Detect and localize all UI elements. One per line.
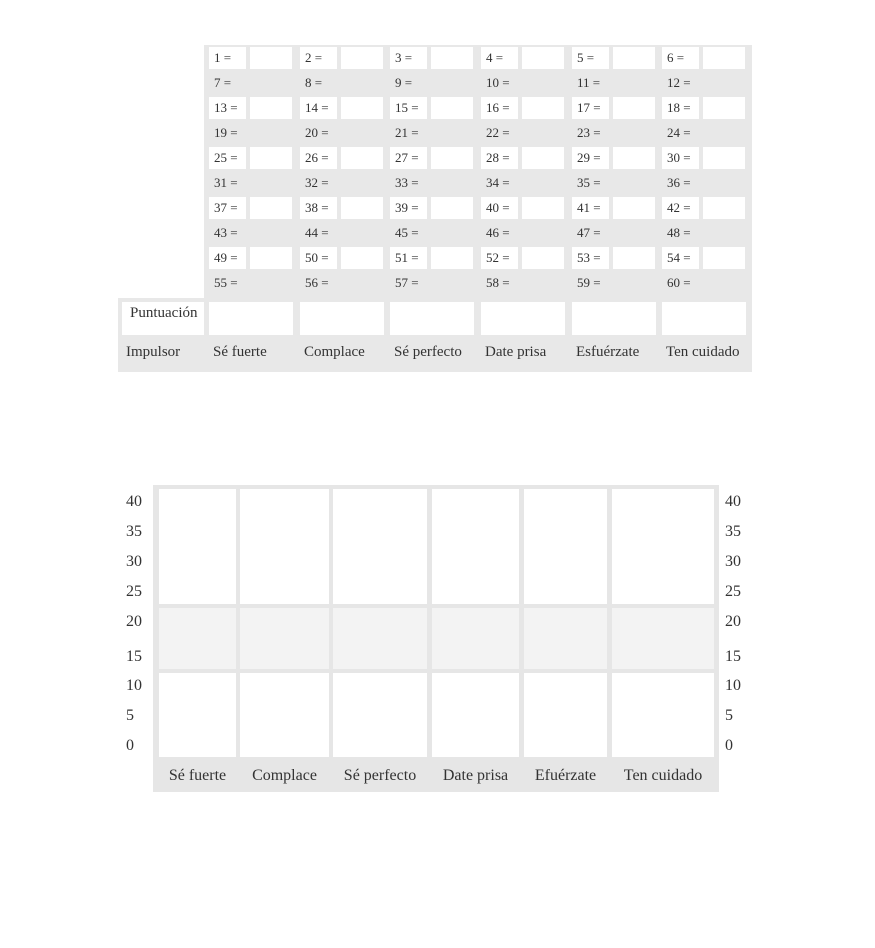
score-total-box[interactable] xyxy=(390,302,474,335)
item-label: 48 = xyxy=(667,225,691,240)
score-total-box[interactable] xyxy=(481,302,565,335)
item-label: 46 = xyxy=(486,225,510,240)
graph-x-label: Sé fuerte xyxy=(168,767,227,784)
graph-cell xyxy=(432,673,519,757)
score-table xyxy=(118,45,752,372)
item-label: 57 = xyxy=(395,275,419,290)
item-label: 9 = xyxy=(395,75,413,90)
graph-y-tick-left: 15 xyxy=(126,648,142,665)
item-answer-box[interactable] xyxy=(703,97,745,119)
item-label: 27 = xyxy=(390,147,427,169)
graph-cell-midband xyxy=(159,608,236,669)
item-answer-box[interactable] xyxy=(250,47,292,69)
item-label: 25 = xyxy=(209,147,246,169)
driver-label: Sé perfecto xyxy=(394,344,462,360)
item-label: 39 = xyxy=(390,197,427,219)
graph-cell xyxy=(240,673,329,757)
item-answer-box[interactable] xyxy=(431,147,473,169)
item-label: 43 = xyxy=(214,225,238,240)
item-label: 58 = xyxy=(486,275,510,290)
item-label: 24 = xyxy=(667,125,691,140)
graph-y-tick-right: 30 xyxy=(725,553,741,570)
item-answer-box[interactable] xyxy=(250,247,292,269)
score-total-box[interactable] xyxy=(300,302,384,335)
item-answer-box[interactable] xyxy=(522,97,564,119)
item-label: 32 = xyxy=(305,175,329,190)
graph-y-tick-left: 25 xyxy=(126,583,142,600)
item-label: 23 = xyxy=(577,125,601,140)
item-answer-box[interactable] xyxy=(613,247,655,269)
graph-y-tick-right: 5 xyxy=(725,707,733,724)
driver-graph xyxy=(153,485,719,792)
item-label: 22 = xyxy=(486,125,510,140)
item-answer-box[interactable] xyxy=(703,197,745,219)
item-label: 7 = xyxy=(214,75,232,90)
graph-y-tick-left: 35 xyxy=(126,523,142,540)
graph-y-tick-right: 15 xyxy=(725,648,741,665)
graph-cell xyxy=(159,673,236,757)
item-answer-box[interactable] xyxy=(250,197,292,219)
item-label: 54 = xyxy=(662,247,699,269)
graph-y-tick-right: 20 xyxy=(725,613,741,630)
item-label: 31 = xyxy=(214,175,238,190)
item-label: 33 = xyxy=(395,175,419,190)
item-label: 4 = xyxy=(481,47,518,69)
item-label: 38 = xyxy=(300,197,337,219)
item-label: 59 = xyxy=(577,275,601,290)
item-label: 51 = xyxy=(390,247,427,269)
item-label: 30 = xyxy=(662,147,699,169)
item-answer-box[interactable] xyxy=(341,247,383,269)
item-answer-box[interactable] xyxy=(522,47,564,69)
graph-y-tick-right: 0 xyxy=(725,737,733,754)
item-label: 53 = xyxy=(572,247,609,269)
driver-label: Date prisa xyxy=(485,344,547,360)
graph-cell-midband xyxy=(333,608,427,669)
item-label: 35 = xyxy=(577,175,601,190)
item-label: 29 = xyxy=(572,147,609,169)
item-answer-box[interactable] xyxy=(522,197,564,219)
item-label: 36 = xyxy=(667,175,691,190)
graph-cell xyxy=(240,489,329,604)
item-answer-box[interactable] xyxy=(341,197,383,219)
item-label: 60 = xyxy=(667,275,691,290)
item-answer-box[interactable] xyxy=(431,247,473,269)
item-label: 41 = xyxy=(572,197,609,219)
graph-y-tick-left: 10 xyxy=(126,677,142,694)
graph-cell-midband xyxy=(432,608,519,669)
item-answer-box[interactable] xyxy=(703,47,745,69)
item-label: 20 = xyxy=(305,125,329,140)
graph-x-label: Efuérzate xyxy=(534,767,597,784)
graph-cell xyxy=(333,673,427,757)
graph-x-label: Ten cuidado xyxy=(623,767,703,784)
item-answer-box[interactable] xyxy=(613,147,655,169)
score-row-label: Puntuación xyxy=(122,302,204,335)
driver-row-label: Impulsor xyxy=(126,344,181,360)
graph-y-tick-left: 0 xyxy=(126,737,134,754)
item-label: 15 = xyxy=(390,97,427,119)
item-label: 55 = xyxy=(214,275,238,290)
item-label: 11 = xyxy=(577,75,601,90)
graph-y-tick-right: 35 xyxy=(725,523,741,540)
item-label: 19 = xyxy=(214,125,238,140)
graph-x-label: Sé perfecto xyxy=(343,767,417,784)
graph-y-tick-left: 40 xyxy=(126,493,142,510)
graph-y-tick-left: 20 xyxy=(126,613,142,630)
item-label: 6 = xyxy=(662,47,699,69)
item-label: 45 = xyxy=(395,225,419,240)
graph-cell xyxy=(333,489,427,604)
graph-cell xyxy=(612,673,714,757)
item-label: 56 = xyxy=(305,275,329,290)
item-answer-box[interactable] xyxy=(431,47,473,69)
graph-cell xyxy=(524,673,607,757)
score-total-box[interactable] xyxy=(209,302,293,335)
score-total-box[interactable] xyxy=(662,302,746,335)
item-label: 26 = xyxy=(300,147,337,169)
item-label: 18 = xyxy=(662,97,699,119)
graph-cell xyxy=(524,489,607,604)
driver-label: Esfuérzate xyxy=(576,344,640,360)
graph-y-tick-right: 25 xyxy=(725,583,741,600)
graph-x-label: Date prisa xyxy=(442,767,509,784)
item-label: 12 = xyxy=(667,75,691,90)
graph-x-label: Complace xyxy=(252,767,317,784)
score-total-box[interactable] xyxy=(572,302,656,335)
item-label: 28 = xyxy=(481,147,518,169)
graph-cell xyxy=(159,489,236,604)
item-label: 17 = xyxy=(572,97,609,119)
graph-cell-midband xyxy=(240,608,329,669)
item-label: 2 = xyxy=(300,47,337,69)
item-label: 13 = xyxy=(209,97,246,119)
item-label: 14 = xyxy=(300,97,337,119)
item-label: 8 = xyxy=(305,75,323,90)
item-answer-box[interactable] xyxy=(250,97,292,119)
item-label: 21 = xyxy=(395,125,419,140)
item-label: 37 = xyxy=(209,197,246,219)
item-answer-box[interactable] xyxy=(703,147,745,169)
item-answer-box[interactable] xyxy=(613,197,655,219)
item-answer-box[interactable] xyxy=(431,97,473,119)
item-label: 49 = xyxy=(209,247,246,269)
item-label: 34 = xyxy=(486,175,510,190)
driver-label: Ten cuidado xyxy=(666,344,740,360)
driver-label: Complace xyxy=(304,344,365,360)
item-label: 16 = xyxy=(481,97,518,119)
graph-cell xyxy=(612,489,714,604)
item-label: 42 = xyxy=(662,197,699,219)
item-answer-box[interactable] xyxy=(522,147,564,169)
item-label: 44 = xyxy=(305,225,329,240)
item-answer-box[interactable] xyxy=(431,197,473,219)
item-label: 40 = xyxy=(481,197,518,219)
item-label: 5 = xyxy=(572,47,609,69)
graph-y-tick-right: 40 xyxy=(725,493,741,510)
graph-cell xyxy=(432,489,519,604)
graph-cell-midband xyxy=(524,608,607,669)
driver-label: Sé fuerte xyxy=(213,344,267,360)
item-answer-box[interactable] xyxy=(250,147,292,169)
item-answer-box[interactable] xyxy=(341,97,383,119)
graph-y-tick-left: 30 xyxy=(126,553,142,570)
item-answer-box[interactable] xyxy=(613,47,655,69)
item-label: 1 = xyxy=(209,47,246,69)
graph-y-tick-right: 10 xyxy=(725,677,741,694)
item-label: 3 = xyxy=(390,47,427,69)
graph-y-tick-left: 5 xyxy=(126,707,134,724)
item-label: 47 = xyxy=(577,225,601,240)
item-label: 52 = xyxy=(481,247,518,269)
item-answer-box[interactable] xyxy=(613,97,655,119)
item-answer-box[interactable] xyxy=(341,147,383,169)
graph-cell-midband xyxy=(612,608,714,669)
item-answer-box[interactable] xyxy=(703,247,745,269)
item-label: 50 = xyxy=(300,247,337,269)
item-label: 10 = xyxy=(486,75,510,90)
item-answer-box[interactable] xyxy=(522,247,564,269)
item-answer-box[interactable] xyxy=(341,47,383,69)
